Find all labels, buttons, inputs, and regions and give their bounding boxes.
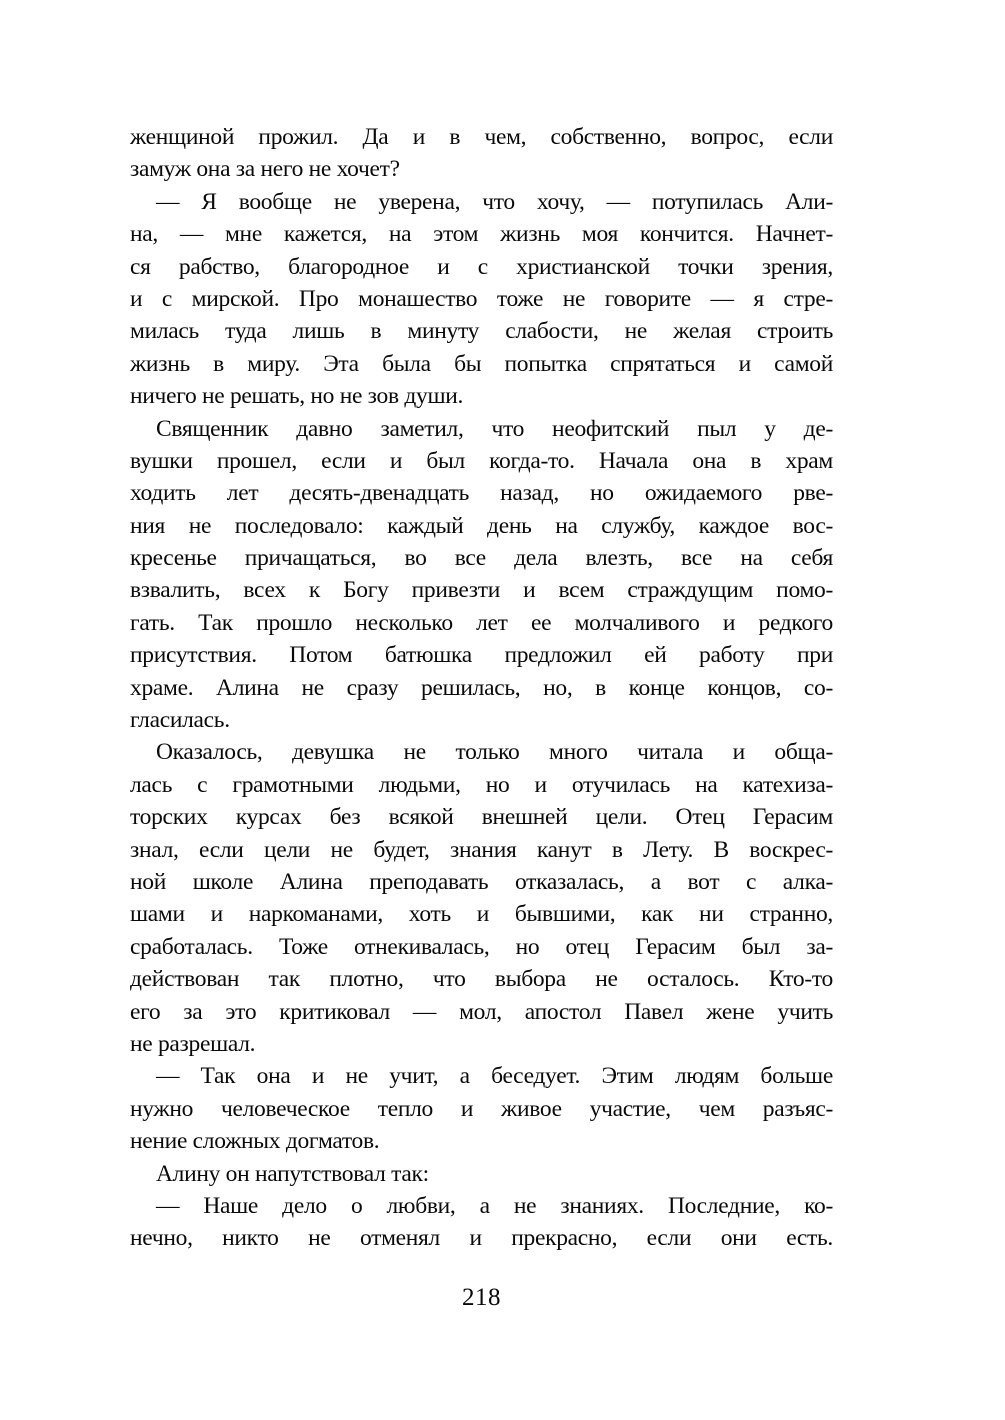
text-line: нужно человеческое тепло и живое участие, чем разъяс- (130, 1095, 833, 1122)
text-line: ся рабство, благородное и с христианской точки зрения, (130, 253, 833, 280)
text-line: торских курсах без всякой внешней цели. Отец Герасим (130, 804, 833, 831)
text-line: женщиной прожил. Да и в чем, собственно, вопрос, если (130, 124, 833, 150)
paragraph (130, 413, 833, 737)
text-line: храме. Алина не сразу решилась, но, в конце концов, со- (130, 674, 833, 701)
text-line: вушки прошел, если и был когда-то. Начала она в храм (130, 447, 833, 474)
text-line: ния не последовало: каждый день на службу, каждое вос- (130, 512, 833, 539)
paragraph (130, 186, 833, 413)
text-line: нечно, никто не отменял и прекрасно, если они есть. (130, 1225, 833, 1252)
text-line: взвалить, всех к Богу привезти и всем страждущим помо- (130, 577, 833, 604)
text-line: гать. Так прошло несколько лет ее молчаливого и редкого (130, 609, 833, 636)
text-line: гласилась. (130, 707, 230, 734)
paragraph (130, 1158, 833, 1190)
text-line: шами и наркоманами, хоть и бывшими, как ни странно, (130, 901, 833, 928)
paragraph (130, 1190, 833, 1255)
text-line: знал, если цели не будет, знания канут в Лету. В воскрес- (130, 836, 833, 863)
text-line: ной школе Алина преподавать отказалась, а вот с алка- (130, 868, 833, 895)
text-line: Оказалось, девушка не только много читала и обща- (156, 739, 833, 766)
text-line: Священник давно заметил, что неофитский пыл у де- (156, 415, 833, 442)
text-line: ходить лет десять-двенадцать назад, но ожидаемого рве- (130, 480, 833, 507)
text-line: нение сложных догматов. (130, 1128, 380, 1155)
text-line: сработалась. Тоже отнекивалась, но отец Герасим был за- (130, 933, 833, 960)
text-line: кресенье причащаться, во все дела влезть, все на себя (130, 545, 833, 572)
paragraph (130, 1060, 833, 1157)
text-line: — Наше дело о любви, а не знаниях. Последние, ко- (156, 1192, 833, 1219)
text-line: действован так плотно, что выбора не осталось. Кто-то (130, 966, 833, 993)
paragraph (130, 736, 833, 1060)
page-text (130, 121, 833, 1255)
text-line: и с мирской. Про монашество тоже не говорите — я стре- (130, 285, 833, 312)
text-line: — Я вообще не уверена, что хочу, — потупилась Али- (156, 188, 833, 215)
text-line: — Так она и не учит, а беседует. Этим людям больше (156, 1063, 833, 1090)
text-line: Алину он напутствовал так: (156, 1160, 429, 1187)
page-number: 218 (462, 1284, 501, 1311)
paragraph (130, 121, 833, 186)
text-line: жизнь в миру. Эта была бы попытка спрятаться и самой (130, 350, 833, 377)
text-line: не разрешал. (130, 1030, 256, 1057)
text-line: присутствия. Потом батюшка предложил ей работу при (130, 642, 833, 669)
text-line: на, — мне кажется, на этом жизнь моя кончится. Начнет- (130, 221, 833, 248)
text-line: его за это критиковал — мол, апостол Павел жене учить (130, 998, 833, 1025)
text-line: замуж она за него не хочет? (130, 156, 400, 183)
text-line: ничего не решать, но не зов души. (130, 383, 464, 410)
text-line: лась с грамотными людьми, но и отучилась на катехиза- (130, 771, 833, 798)
text-line: милась туда лишь в минуту слабости, не желая строить (130, 318, 833, 345)
